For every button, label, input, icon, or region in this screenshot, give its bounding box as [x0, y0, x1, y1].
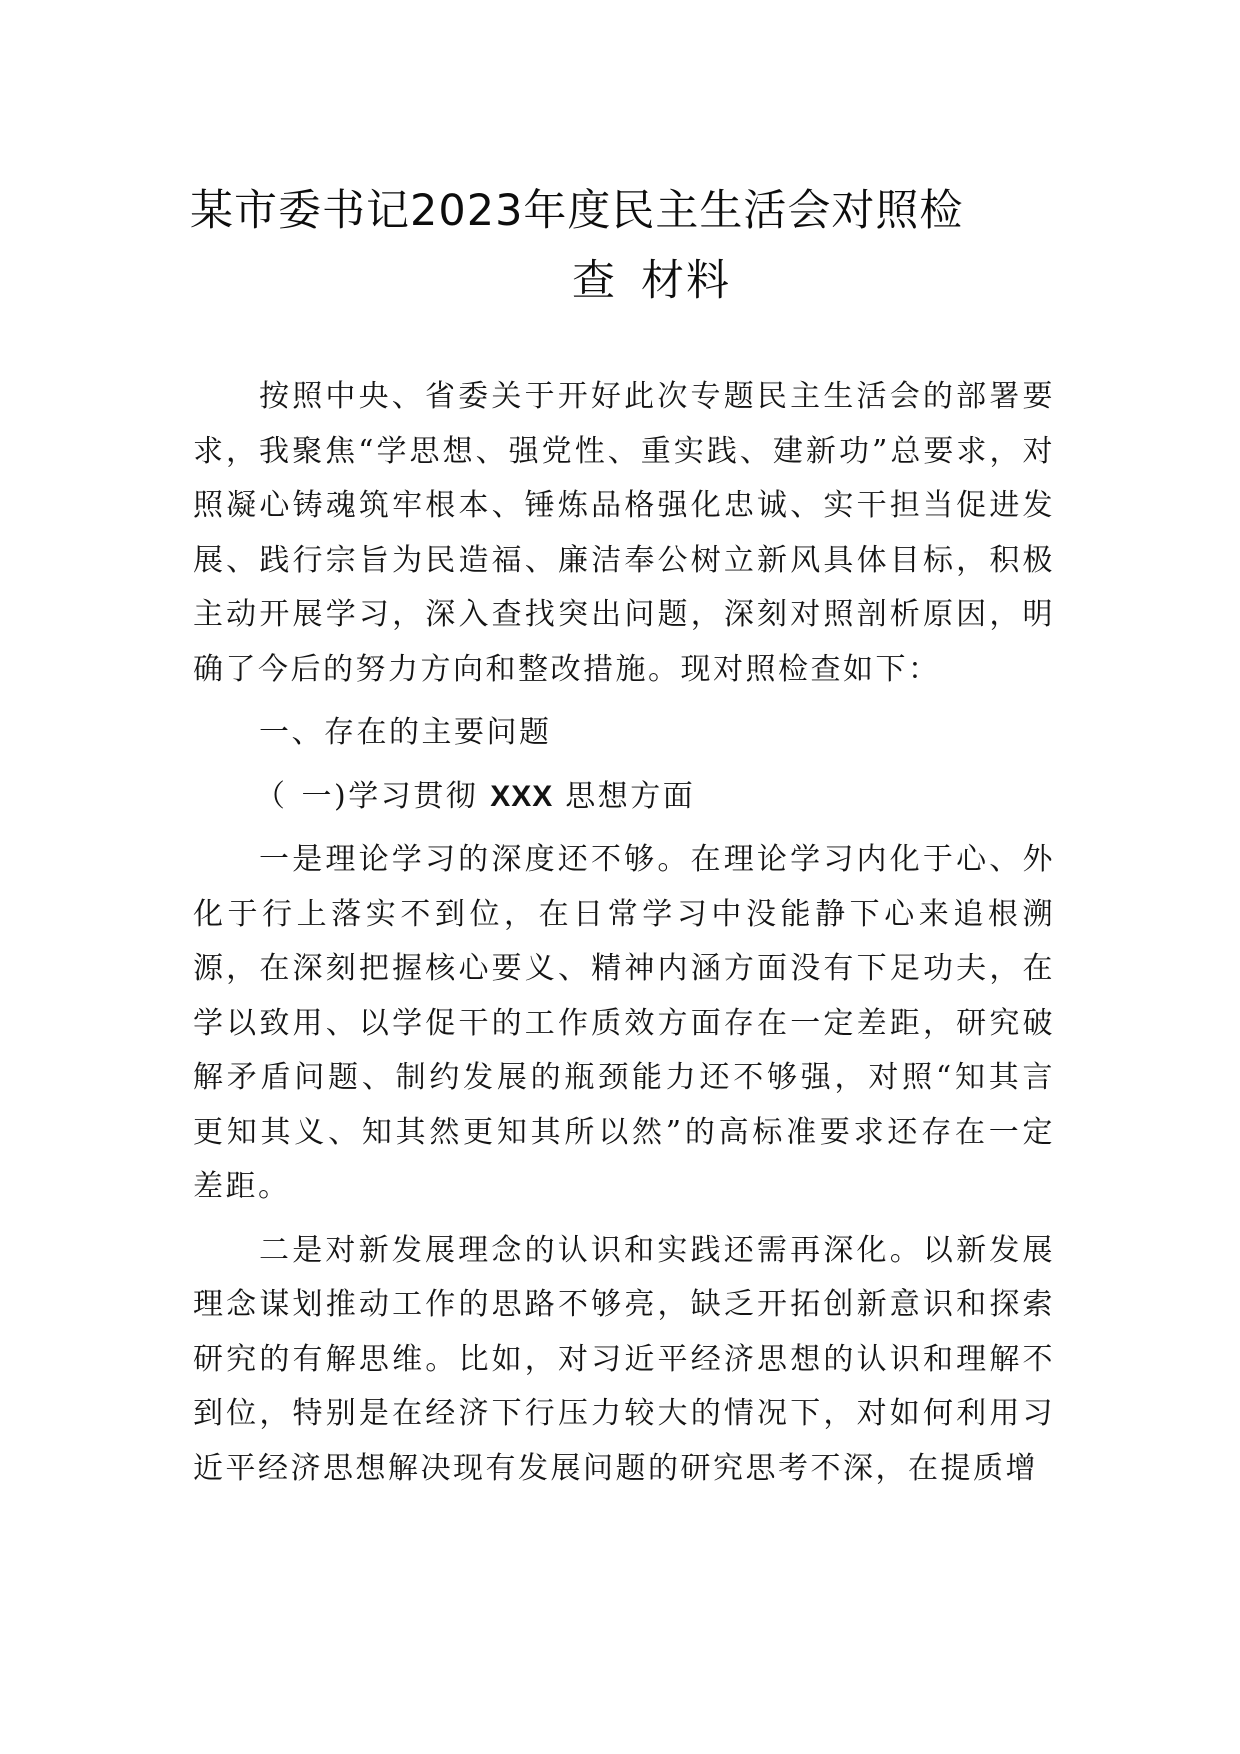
subsection-rest: 思想方面: [565, 778, 696, 814]
section-heading-problems: 一、存在的主要问题: [259, 715, 552, 750]
title-line-2-part-b: 材料: [641, 256, 731, 306]
subsection-number: 一)学习贯彻: [301, 778, 479, 814]
point-1-paragraph: 一是理论学习的深度还不够。在理论学习内化于心、外化于行上落实不到位，在日常学习中没能静下心来追根溯源，在深刻把握核心要义、精神内涵方面没有下足功夫，在学以致用、以学促干的工作质效方面存在一定差距，研究破解矛盾问题、制约发展的瓶颈能力还不够强，对照“知其言更知其义、知其然更知其所以然”的高标准要求还存在一定差距。: [193, 842, 1055, 1204]
document-body: [193, 370, 1055, 1496]
title-line-2-part-a: 查: [572, 256, 617, 306]
subsection-heading-study: [193, 770, 1055, 825]
subsection-open-paren: （: [255, 778, 288, 814]
title-line-2: [190, 246, 1050, 316]
document-title: [190, 176, 1050, 316]
point-2-paragraph: 二是对新发展理念的认识和实践还需再深化。以新发展理念谋划推动工作的思路不够亮，缺乏开拓创新意识和探索研究的有解思维。比如，对习近平经济思想的认识和理解不到位，特别是在经济下行压力较大的情况下，对如何利用习近平经济思想解决现有发展问题的研究思考不深，在提质增: [193, 1232, 1055, 1486]
intro-paragraph: 按照中央、省委关于开好此次专题民主生活会的部署要求，我聚焦“学思想、强党性、重实践、建新功”总要求，对照凝心铸魂筑牢根本、锤炼品格强化忠诚、实干担当促进发展、践行宗旨为民造福、廉洁奉公树立新风具体目标，积极主动开展学习，深入查找突出问题，深刻对照剖析原因，明确了今后的努力方向和整改措施。现对照检查如下：: [193, 379, 1055, 687]
subsection-code: XXX: [490, 779, 554, 813]
title-line-1: 某市委书记2023年度民主生活会对照检: [190, 186, 964, 236]
